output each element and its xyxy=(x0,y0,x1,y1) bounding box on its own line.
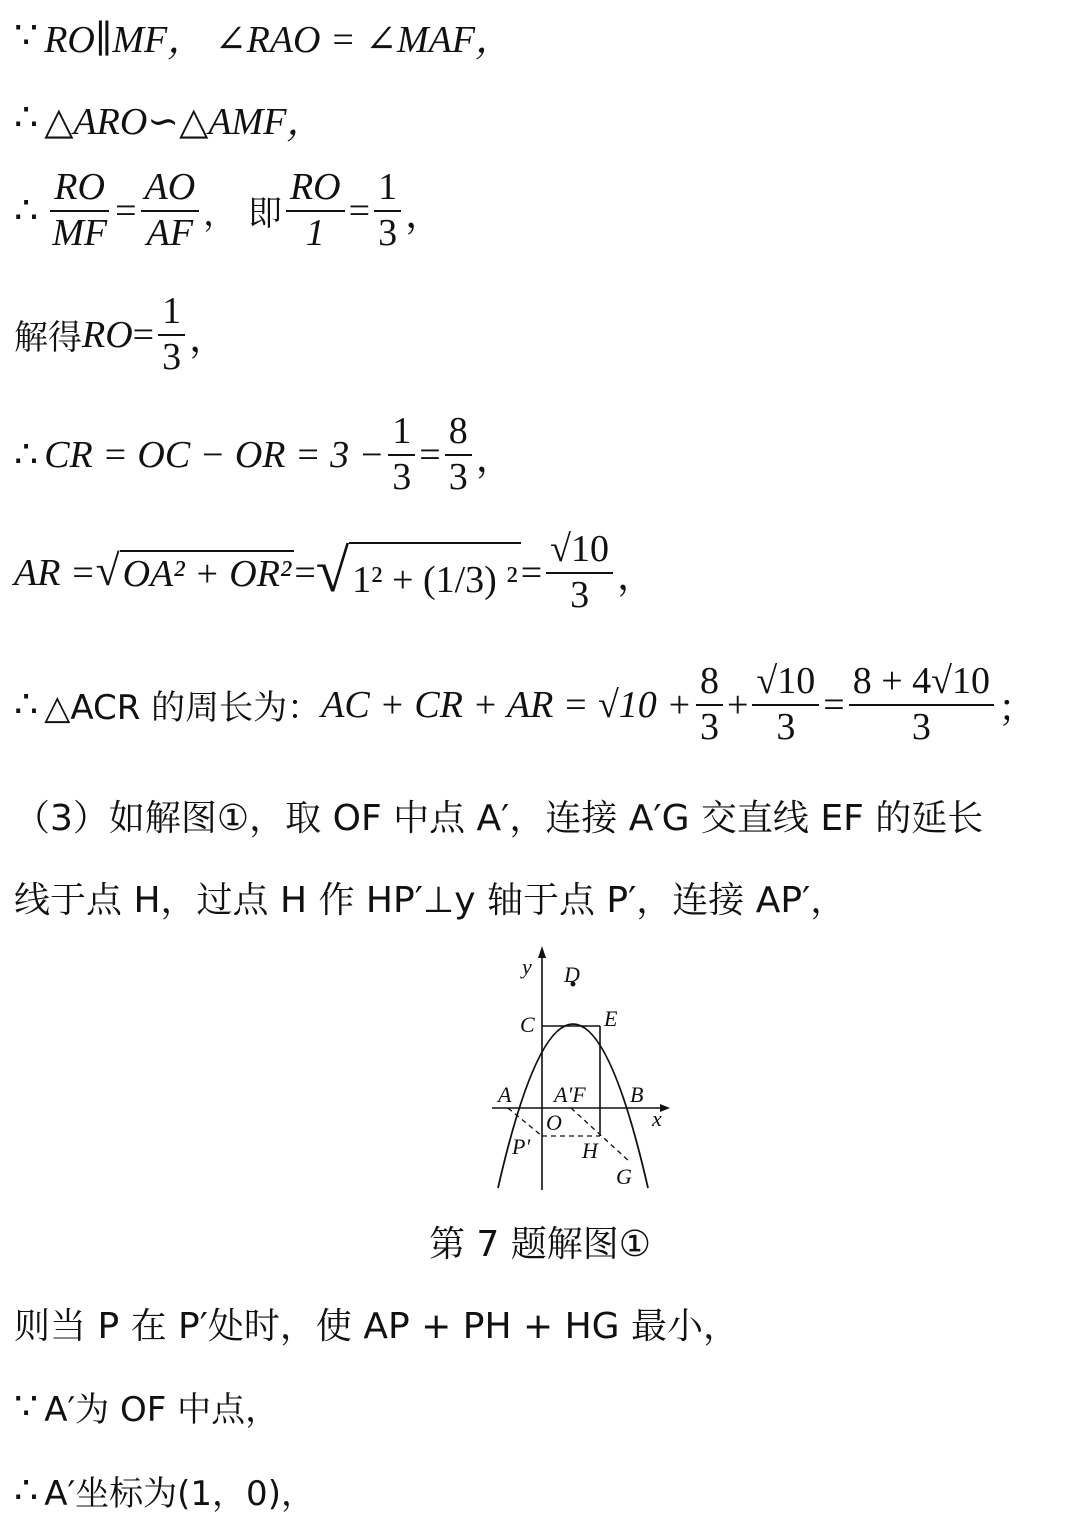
fraction: $\frac{1}{3}$ xyxy=(158,292,185,378)
fraction: $\frac{RO}{MF}$ xyxy=(52,166,108,254)
line-12 xyxy=(14,1466,315,1515)
punct: ， xyxy=(405,194,444,237)
therefore-symbol: ∴ xyxy=(14,97,39,139)
label-g: G xyxy=(616,1164,632,1189)
line-1-text: RO∥MF， ∠RAO = ∠MAF， xyxy=(44,19,514,61)
fraction: $\frac{1}{3}$ xyxy=(374,168,401,254)
punct: ， xyxy=(189,318,228,361)
fraction: $\frac{8}{3}$ xyxy=(696,662,723,748)
label-y: y xyxy=(522,954,532,979)
line-11 xyxy=(14,1382,279,1431)
label-x: x xyxy=(652,1106,662,1131)
square-root: √ OA² + OR² xyxy=(96,550,295,596)
label-a: A xyxy=(498,1082,512,1107)
label-p1: P′ xyxy=(512,1134,531,1159)
fraction: $\frac{8}{3}$ xyxy=(445,412,472,498)
line-5 xyxy=(14,412,514,498)
square-root: √ 1² + (1/3) ² xyxy=(316,542,521,603)
line-7 xyxy=(14,662,1036,748)
line-2 xyxy=(14,90,324,145)
text-segment: ， 即 xyxy=(203,194,282,235)
text-segment: △ACR 的周长为： xyxy=(44,688,322,729)
label-h: H xyxy=(582,1138,598,1163)
line-10-text: 则当 P 在 P′处时，使 AP + PH + HG 最小， xyxy=(14,1306,739,1347)
equals: = xyxy=(520,551,543,594)
equals: = xyxy=(132,313,155,356)
line-6 xyxy=(14,530,655,616)
variable: RO xyxy=(82,313,133,356)
figure-caption: 第 7 题解图① xyxy=(428,1224,652,1265)
expression: AR = xyxy=(14,551,96,594)
line-8 xyxy=(14,790,983,841)
label-a1f: A′F xyxy=(554,1082,586,1107)
y-axis-arrow xyxy=(538,946,546,958)
because-symbol: ∵ xyxy=(14,15,39,57)
label-d: D xyxy=(564,962,580,987)
equals: = xyxy=(115,189,137,232)
line-11-text: A′为 OF 中点， xyxy=(44,1390,280,1430)
label-b: B xyxy=(630,1082,644,1107)
therefore-symbol: ∴ xyxy=(14,684,39,727)
line-9-text: 线于点 H，过点 H 作 HP′⊥y 轴于点 P′，连接 AP′， xyxy=(14,880,847,921)
label-c: C xyxy=(520,1012,535,1037)
line-12-text: A′坐标为(1，0)， xyxy=(44,1474,315,1514)
line-4 xyxy=(14,292,227,378)
equals: = xyxy=(294,551,316,594)
equals: = xyxy=(419,433,441,476)
fraction: $\frac{√10}{3}$ xyxy=(752,662,819,748)
therefore-symbol: ∴ xyxy=(14,434,39,477)
parabola-figure xyxy=(480,940,680,1200)
line-2-text: △ARO∽△AMF， xyxy=(44,101,325,143)
fraction: $\frac{8 + 4√10}{3}$ xyxy=(849,662,994,748)
fraction: $\frac{1}{3}$ xyxy=(388,412,415,498)
fraction: $\frac{RO}{1}$ xyxy=(286,168,345,254)
line-9 xyxy=(14,872,846,923)
therefore-symbol: ∴ xyxy=(14,1470,39,1512)
punct: ； xyxy=(997,688,1036,731)
line-1 xyxy=(14,8,513,63)
punct: ， xyxy=(475,438,514,481)
fraction: $\frac{√10}{3}$ xyxy=(546,530,613,616)
equals: = xyxy=(823,683,845,726)
line-8-text: （3）如解图①，取 OF 中点 A′，连接 A′G 交直线 EF 的延长 xyxy=(14,798,984,839)
expression: AC + CR + AR = √10 + xyxy=(321,683,692,726)
label-o: O xyxy=(546,1110,562,1135)
because-symbol: ∵ xyxy=(14,1386,39,1428)
fraction: $\frac{AO}{AF}$ xyxy=(141,168,200,254)
line-3 xyxy=(14,168,443,254)
punct: ， xyxy=(617,556,656,599)
plus: + xyxy=(726,683,749,726)
text-segment: 解得 xyxy=(14,318,82,359)
line-10 xyxy=(14,1298,739,1349)
label-e: E xyxy=(604,1006,618,1031)
therefore-symbol: ∴ xyxy=(14,190,39,233)
equals: = xyxy=(348,189,371,232)
expression: CR = OC − OR = 3 − xyxy=(44,433,385,476)
